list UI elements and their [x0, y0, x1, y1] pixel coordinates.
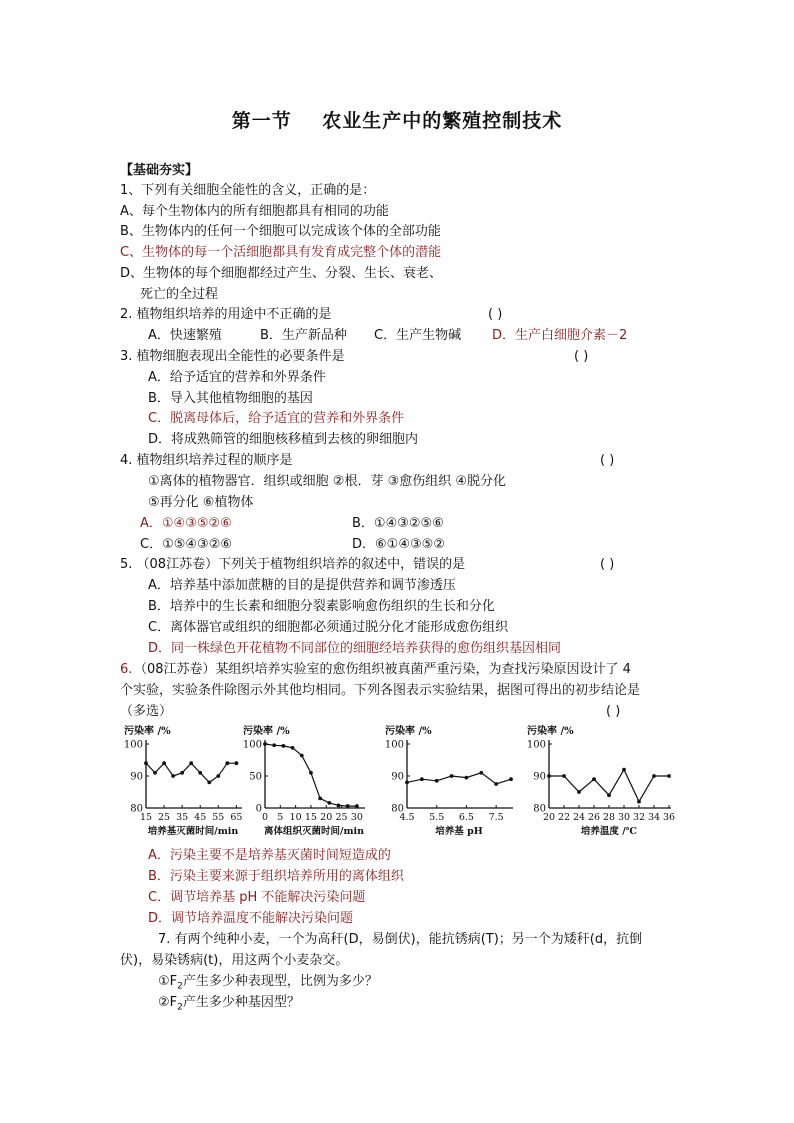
- data-point: [291, 746, 295, 750]
- q5-option-a: A．培养基中添加蔗糖的目的是提供营养和调节渗透压: [148, 578, 456, 593]
- q4-stem: 4. 植物组织培养过程的顺序是: [120, 453, 293, 468]
- chart-2-svg: [383, 722, 513, 838]
- x-tick-label: 10: [289, 812, 302, 823]
- data-point: [225, 761, 229, 765]
- x-tick-label: 20: [542, 812, 556, 823]
- data-point: [577, 790, 581, 794]
- q2-option-c: C．生产生物碱: [374, 328, 462, 343]
- data-point: [318, 797, 322, 801]
- data-point: [144, 761, 148, 765]
- q6-stem-line3: （多选）: [120, 704, 173, 719]
- data-point: [562, 774, 566, 778]
- chart-title: 污染率 /%: [124, 726, 171, 737]
- section-heading: 【基础夯实】: [120, 163, 199, 178]
- x-tick-label: 5.5: [429, 812, 445, 823]
- x-tick-label: 7.5: [488, 812, 504, 823]
- x-tick-label: 5: [277, 812, 284, 823]
- y-tick-label: 50: [249, 771, 262, 783]
- y-tick-label: 90: [533, 771, 546, 783]
- data-point: [355, 804, 359, 808]
- data-point: [189, 761, 193, 765]
- q7-line1: 7. 有两个纯种小麦，一个为高秆(D，易倒伏)，能抗锈病(T)；另一个为矮秆(d，抗倒: [158, 932, 643, 947]
- data-point: [198, 771, 202, 775]
- x-tick-label: 65: [230, 812, 243, 823]
- q4-option-a: A．①④③⑤②⑥: [140, 516, 232, 531]
- data-point: [153, 771, 157, 775]
- x-tick-label: 0: [261, 812, 269, 823]
- q2-option-a: A．快速繁殖: [148, 328, 222, 343]
- q6-answer-paren: ( ): [606, 704, 621, 719]
- x-tick-label: 4.5: [399, 812, 415, 823]
- data-point: [346, 804, 350, 808]
- data-point: [450, 774, 454, 778]
- data-point: [592, 777, 596, 781]
- q3-option-c: C．脱离母体后，给予适宜的营养和外界条件: [148, 411, 405, 426]
- x-tick-label: 6.5: [458, 812, 474, 823]
- series-line: [265, 744, 357, 806]
- x-tick-label: 35: [176, 812, 189, 823]
- y-tick-label: 100: [123, 739, 143, 751]
- y-tick-label: 80: [391, 803, 404, 815]
- q6-stem-line1: （08江苏卷）某组织培养实验室的愈伤组织被真菌严重污染，为查找污染原因设计了 4: [134, 662, 631, 677]
- q7-sub1-b: 产生多少种表现型，比例为多少？: [182, 974, 378, 989]
- x-tick-label: 34: [647, 812, 661, 823]
- data-point: [494, 782, 498, 786]
- q7-sub2-b: 产生多少种基因型？: [182, 995, 300, 1010]
- data-point: [309, 771, 313, 775]
- data-point: [405, 781, 409, 785]
- x-axis-label: 培养温度 /℃: [580, 826, 638, 837]
- x-tick-label: 45: [194, 812, 207, 823]
- chart-medium-ph: [383, 722, 513, 838]
- chart-explant-sterilization: [243, 722, 373, 838]
- data-point: [509, 777, 513, 781]
- y-tick-label: 100: [242, 739, 262, 751]
- q3-stem: 3. 植物细胞表现出全能性的必要条件是: [120, 349, 345, 364]
- q6-option-c: C．调节培养基 pH 不能解决污染问题: [148, 890, 366, 905]
- data-point: [547, 774, 551, 778]
- q2-stem: 2. 植物组织培养的用途中不正确的是: [120, 307, 332, 322]
- chart-sterilization-time: [120, 722, 245, 838]
- x-tick-label: 15: [304, 812, 317, 823]
- q1-option-a: A、每个生物体内的所有细胞都具有相同的功能: [120, 204, 389, 219]
- chart-title: 污染率 /%: [243, 726, 290, 737]
- q1-option-d: D、生物体的每个细胞都经过产生、分裂、生长、衰老、: [120, 266, 443, 281]
- data-point: [281, 744, 285, 748]
- q1-option-d-cont: 死亡的全过程: [140, 287, 219, 302]
- x-tick-label: 28: [602, 812, 616, 823]
- q7-sub2-subscript: 2: [177, 1002, 183, 1013]
- data-point: [207, 781, 211, 785]
- chart-3-svg: [525, 722, 675, 838]
- q4-answer-paren: ( ): [600, 453, 615, 468]
- q4-items-line1: ①离体的植物器官．组织或细胞 ②根．芽 ③愈伤组织 ④脱分化: [148, 474, 507, 489]
- data-point: [420, 777, 424, 781]
- data-point: [637, 800, 641, 804]
- q3-option-a: A．给予适宜的营养和外界条件: [148, 370, 326, 385]
- data-point: [162, 761, 166, 765]
- x-tick-label: 36: [662, 812, 676, 823]
- data-point: [272, 743, 276, 747]
- q3-option-d: D．将成熟筛管的细胞核移植到去核的卵细胞内: [148, 432, 419, 447]
- q6-option-b: B．污染主要来源于组织培养所用的离体组织: [148, 869, 404, 884]
- x-tick-label: 22: [557, 812, 571, 823]
- q6-stem-line2: 个实验，实验条件除图示外其他均相同。下列各图表示实验结果，据图可得出的初步结论是: [120, 683, 641, 698]
- q1-option-c: C、生物体的每一个活细胞都具有发育成完整个体的潜能: [120, 245, 442, 260]
- series-line: [146, 763, 236, 782]
- q7-sub1-subscript: 2: [177, 981, 183, 992]
- data-point: [263, 742, 267, 746]
- x-tick-label: 25: [158, 812, 171, 823]
- data-point: [652, 774, 656, 778]
- q4-items-line2: ⑤再分化 ⑥植物体: [148, 495, 254, 510]
- page-title: 第一节 农业生产中的繁殖控制技术: [231, 110, 563, 132]
- q6-option-a: A．污染主要不是培养基灭菌时间短造成的: [148, 848, 391, 863]
- q5-option-c: C．离体器官或组织的细胞都必须通过脱分化才能形成愈伤组织: [148, 620, 509, 635]
- y-tick-label: 100: [384, 739, 404, 751]
- y-tick-label: 100: [526, 739, 546, 751]
- q5-option-b: B．培养中的生长素和细胞分裂素影响愈伤组织的生长和分化: [148, 599, 495, 614]
- x-tick-label: 24: [572, 812, 586, 823]
- data-point: [171, 774, 175, 778]
- q6-option-d: D．调节培养温度不能解决污染问题: [148, 911, 354, 926]
- data-point: [234, 761, 238, 765]
- x-tick-label: 25: [335, 812, 348, 823]
- x-tick-label: 20: [320, 812, 333, 823]
- x-axis-label: 培养基 pH: [435, 826, 483, 837]
- chart-title: 污染率 /%: [527, 726, 574, 737]
- q3-option-b: B．导入其他植物细胞的基因: [148, 391, 313, 406]
- chart-title: 污染率 /%: [385, 726, 432, 737]
- q7-sub2: [158, 993, 300, 1018]
- x-tick-label: 32: [632, 812, 646, 823]
- y-tick-label: 80: [533, 803, 546, 815]
- y-tick-label: 80: [130, 803, 143, 815]
- q4-option-b: B．①④③②⑤⑥: [352, 516, 444, 531]
- x-axis-label: 离体组织灭菌时间/min: [263, 826, 365, 837]
- data-point: [479, 771, 483, 775]
- y-tick-label: 90: [391, 771, 404, 783]
- data-point: [622, 768, 626, 772]
- q7-sub1-a: ①F: [158, 974, 178, 989]
- data-point: [465, 776, 469, 780]
- q7-sub2-a: ②F: [158, 995, 178, 1010]
- q1-option-b: B、生物体内的任何一个细胞可以完成该个体的全部功能: [120, 224, 441, 239]
- data-point: [337, 804, 341, 808]
- x-tick-label: 15: [139, 812, 153, 823]
- q1-stem: 1、下列有关细胞全能性的含义，正确的是：: [120, 183, 376, 198]
- data-point: [667, 774, 671, 778]
- x-tick-label: 30: [350, 812, 363, 823]
- data-point: [327, 801, 331, 805]
- q2-option-b: B．生产新品种: [260, 328, 347, 343]
- x-tick-label: 26: [587, 812, 601, 823]
- q3-answer-paren: ( ): [574, 349, 589, 364]
- q6-number: 6.: [120, 662, 133, 677]
- data-point: [180, 771, 184, 775]
- y-tick-label: 90: [130, 771, 143, 783]
- q2-answer-paren: ( ): [488, 307, 503, 322]
- data-point: [216, 774, 220, 778]
- q4-option-d: D．⑥①④③⑤②: [352, 537, 445, 552]
- y-tick-label: 0: [255, 803, 262, 815]
- q7-line2: 伏)，易染锈病(t)，用这两个小麦杂交。: [120, 953, 349, 968]
- q4-option-c: C．①⑤④③②⑥: [140, 537, 233, 552]
- data-point: [607, 793, 611, 797]
- q5-stem: 5. （08江苏卷）下列关于植物组织培养的叙述中，错误的是: [120, 557, 466, 572]
- x-tick-label: 55: [212, 812, 225, 823]
- q2-option-d: D．生产白细胞介素－2: [492, 328, 628, 343]
- chart-temperature: [525, 722, 675, 838]
- x-tick-label: 30: [617, 812, 631, 823]
- q5-answer-paren: ( ): [600, 557, 615, 572]
- data-point: [435, 779, 439, 783]
- chart-1-svg: [243, 722, 373, 838]
- data-point: [300, 754, 304, 758]
- q5-option-d: D．同一株绿色开花植物不同部位的细胞经培养获得的愈伤组织基因相同: [148, 641, 562, 656]
- x-axis-label: 培养基灭菌时间/min: [147, 826, 239, 837]
- chart-0-svg: [120, 722, 245, 838]
